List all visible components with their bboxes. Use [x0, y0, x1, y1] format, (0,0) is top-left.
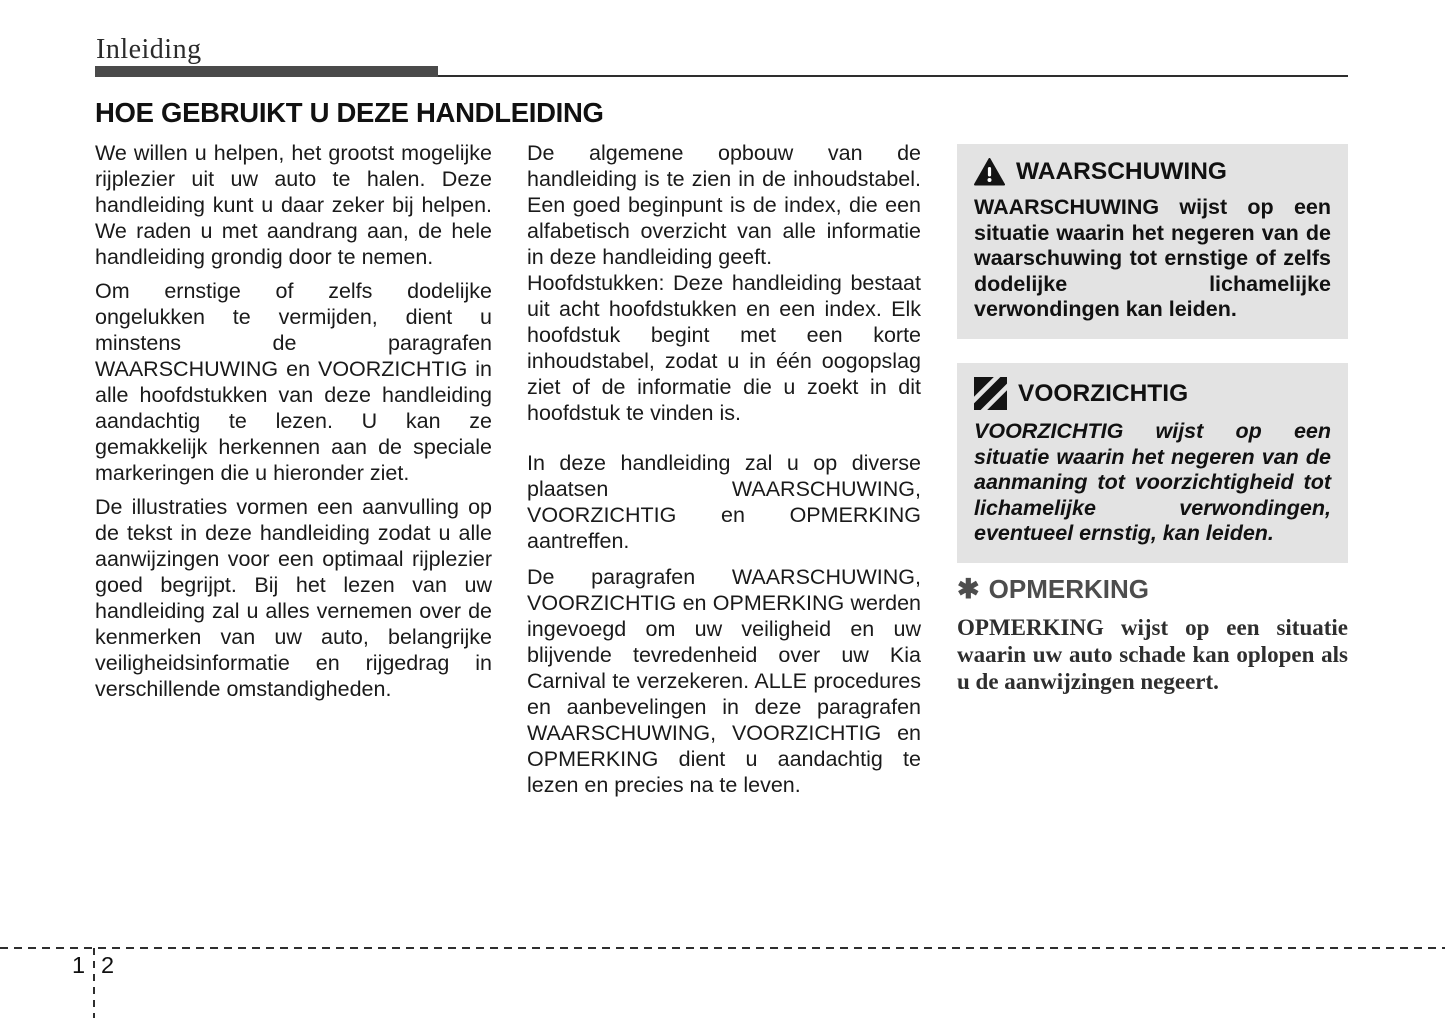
chapter-header: Inleiding [96, 34, 202, 65]
paragraph: Om ernstige of zelfs dodelijke ongelukken te vermijden, dient u minstens de paragrafen WAARSCHUWING en VOORZICHTIG in alle hoofdstukken van deze handleiding aandachtig te lezen. U kan ze gemakkelijk herkennen aan de speciale markeringen die u hieronder ziet. [95, 279, 492, 485]
text-column-1 [95, 140, 492, 702]
page-title: HOE GEBRUIKT U DEZE HANDLEIDING [95, 97, 604, 128]
paragraph: De paragrafen WAARSCHUWING, VOORZICHTIG en OPMERKING werden ingevoegd om uw veiligheid en uw blijvende tevredenheid over uw Kia Carnival te verzekeren. ALLE procedures en aanbevelingen in deze paragrafen WAARSCHUWING, VOORZICHTIG en OPMERKING dient u aandachtig te lezen en precies na te leven. [527, 565, 921, 797]
warning-body-text: WAARSCHUWING wijst op een situatie waarin het negeren van de waarschuwing tot ernstige of zelfs dodelijke lichamelijke verwondingen kan leiden. [974, 195, 1331, 321]
caution-title: VOORZICHTIG [1018, 379, 1189, 407]
text-column-2 [527, 140, 921, 798]
header-bar-rule [95, 66, 438, 77]
warning-title-row [974, 158, 1331, 186]
warning-title: WAARSCHUWING [1016, 158, 1227, 185]
warning-triangle-icon [974, 158, 1005, 186]
caution-stripe-icon [974, 377, 1007, 410]
paragraph: We willen u helpen, het grootst mogelijke rijplezier uit uw auto te halen. Deze handleiding kunt u daar zeker bij helpen. We raden u met aandrang aan, de hele handleiding grondig door te nemen. [95, 141, 492, 269]
note-title-row [957, 574, 1348, 605]
note-body-text: OPMERKING wijst op een situatie waarin uw auto schade kan oplopen als u de aanwijzingen negeert. [957, 615, 1348, 694]
warning-callout-box [957, 144, 1348, 339]
paragraph: De illustraties vormen een aanvulling op de tekst in deze handleiding zodat u alle aanwijzingen voor een optimaal rijplezier goed begrijpt. Bij het lezen van uw handleiding zal u alles vernemen over de kenmerken van uw auto, belangrijke veiligheidsinformatie en rijgedrag in verschillende omstandigheden. [95, 495, 492, 701]
caution-body-text: VOORZICHTIG wijst op een situatie waarin het negeren van de aanmaning tot voorzichtigheid tot lichamelijke verwondingen, eventueel ernstig, kan leiden. [974, 419, 1331, 545]
chapter-number: 1 [72, 952, 86, 978]
paragraph: In deze handleiding zal u op diverse plaatsen WAARSCHUWING, VOORZICHTIG en OPMERKING aantreffen. [527, 451, 921, 553]
header-thin-rule [438, 75, 1348, 78]
note-title: OPMERKING [988, 574, 1149, 604]
note-section [957, 574, 1348, 695]
caution-title-row [974, 377, 1331, 410]
caution-callout-box [957, 363, 1348, 563]
footer-dashed-rule [0, 947, 1445, 949]
heavy-asterisk-icon: ✱ [957, 574, 980, 604]
page-number: 2 [101, 952, 1445, 1018]
footer-dashed-divider [93, 948, 95, 1018]
paragraph: Hoofdstukken: Deze handleiding bestaat uit acht hoofdstukken en een index. Elk hoofdstuk begint met een korte inhoudstabel, zodat u in één oogopslag ziet of de informatie die u zoekt in dit hoofdstuk te vinden is. [527, 271, 921, 425]
paragraph: De algemene opbouw van de handleiding is te zien in de inhoudstabel. Een goed beginpunt is de index, die een alfabetisch overzicht van alle informatie in deze handleiding geeft. [527, 141, 921, 269]
